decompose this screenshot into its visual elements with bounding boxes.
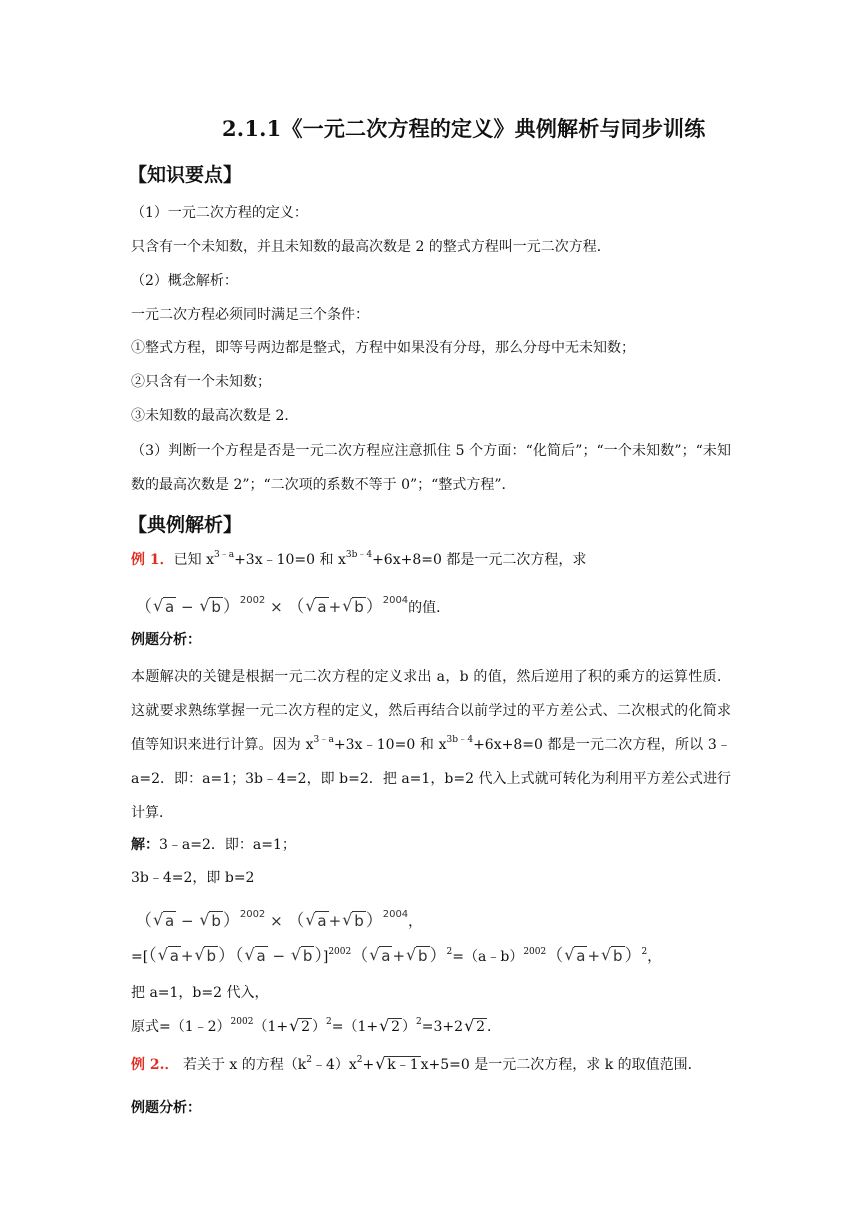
solution-line-5: 原式=（1﹣2）$^{2002}$（1+ √ 2 ）$^2$=（1+ √ 2 ）$^2$=3+2 √ 2 ． (131, 1016, 501, 1035)
example-2-label: 例 2.． (131, 1057, 179, 1073)
sqrt-b: √ b (199, 596, 221, 616)
knowledge-p3: （3）判断一个方程是否是一元二次方程应注意抓住 5 个方面：“化简后”；“一个未知数”；“未知数的最高次数是 2”；“二次项的系数不等于 0”；“整式方程”． (131, 443, 731, 493)
condition-2: ②只含有一个未知数； (131, 374, 271, 390)
solution-line-2: 3b﹣4=2，即 b=2 (131, 870, 255, 886)
sqrt-a: √ a (153, 596, 175, 616)
solution-line-1: 解：3﹣a=2．即：a=1； (131, 837, 296, 853)
knowledge-p2-body: 一元二次方程必须同时满足三个条件： (131, 307, 369, 323)
condition-3: ③未知数的最高次数是 2． (131, 408, 299, 424)
solution-line-4: 把 a=1，b=2 代入， (131, 985, 269, 1001)
example-1-analysis: 本题解决的关键是根据一元二次方程的定义求出 a，b 的值，然后逆用了积的乘方的运算性质．这就要求熟练掌握一元二次方程的定义，然后再结合以前学过的平方差公式、二次根式的化简求值等知识来进行计算。因为 $x^{3﹣a}+3x﹣10=0$ 和 $x^{3b﹣4}+6x+8=0$ 都是一元二次方程，所以 3﹣a=2．即：a=1；3b﹣4=2，即 b=2．把 a=1，b=2 代入上式就可转化为利用平方差公式进行计算． (131, 669, 731, 821)
example-2-analysis-label: 例题分析： (131, 1100, 201, 1116)
solution-expression: （ √ a − √ b ）$^{2002}$ × （ √ a + √ b ）$^{2004}$， (135, 909, 423, 931)
knowledge-p1-heading: （1）一元二次方程的定义： (131, 205, 308, 221)
section-heading-examples: 【典例解析】 (128, 514, 243, 536)
condition-1: ①整式方程，即等号两边都是整式，方程中如果没有分母，那么分母中无未知数； (131, 340, 635, 356)
knowledge-p1-body: 只含有一个未知数，并且未知数的最高次数是 2 的整式方程叫一元二次方程． (131, 239, 611, 255)
example-1-analysis-label: 例题分析： (131, 632, 201, 648)
example-2-question: 例 2.． 若关于 x 的方程$(k^2﹣4)x^2+$ √ k﹣1 x+5=0 是一元二次方程，求 k 的取值范围． (131, 1054, 702, 1073)
knowledge-p2-heading: （2）概念解析： (131, 273, 238, 289)
solution-line-3: =[（ √ a + √ b ）（ √ a − √ b ）]$^{2002}$（ √ a + √ b ）$^2$=（a﹣b）$^{2002}$（ √ a + √ b ）$^2$， (131, 945, 662, 966)
example-1-expression: （ √ a − √ b ）$^{2002}$ × （ √ a + √ b ）$^{2004}$的值． (135, 588, 450, 621)
example-1-question: 例 1．已知 $x^{3﹣a}+3x﹣10=0$ 和 $x^{3b﹣4}+6x+8=0$ 都是一元二次方程，求 (131, 550, 587, 568)
section-heading-knowledge: 【知识要点】 (128, 164, 243, 186)
solution-label: 解： (131, 837, 159, 853)
page-title: 2.1.1《一元二次方程的定义》典例解析与同步训练 (222, 116, 706, 141)
example-1-label: 例 1． (131, 552, 174, 568)
